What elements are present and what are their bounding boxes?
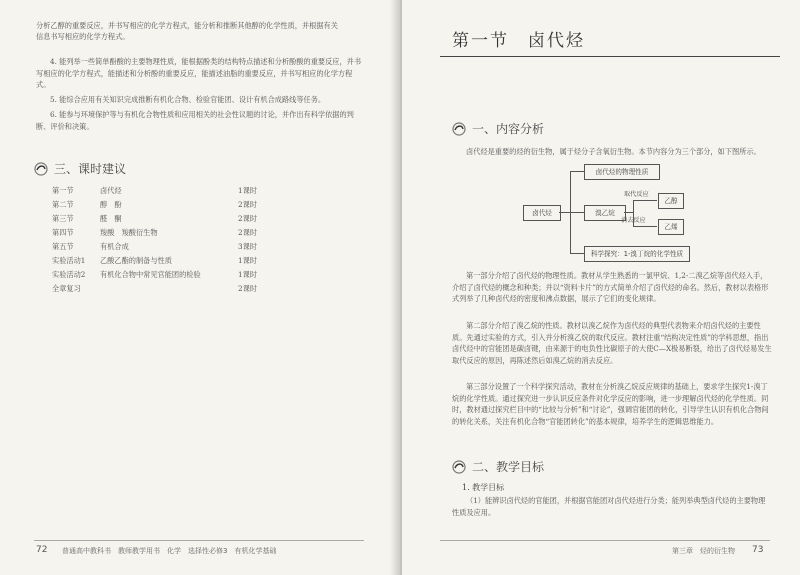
schedule-section: 全章复习: [52, 284, 81, 293]
diagram-bottom-box: 科学探究：1-溴丁烷的化学性质: [584, 246, 690, 262]
section-2-title: 二、教学目标: [472, 460, 545, 474]
footer-right: 第三章 烃的衍生物: [672, 547, 735, 555]
schedule-row: [52, 186, 262, 198]
page-number-left: 72: [36, 545, 48, 555]
point-4: 4. 能列举一些简单酚酸的主要物理性质，能根据酚类的结构特点描述和分析酚酸的重要反应，并书写相应的化学方程式，能描述和分析酚的重要反应，能描述油脂的重要反应，并书写相应的化学方程式。: [36, 57, 362, 89]
schedule-hours: 2课时: [238, 228, 257, 237]
schedule-hours: 2课时: [238, 200, 257, 209]
diagram-root-box: 卤代烃: [523, 205, 561, 221]
diagram-connector: [570, 253, 584, 254]
diagram-connector: [624, 212, 633, 213]
schedule-section: 第五节: [52, 242, 74, 251]
schedule-row: [52, 200, 262, 212]
point-6: 6. 能参与环境保护等与有机化合物性质和应用相关的社会性议题的讨论，并作出有科学依据的判断、评价和决策。: [36, 110, 354, 131]
section-1-title: 一、内容分析: [472, 122, 545, 136]
schedule-row: [52, 256, 262, 268]
schedule-topic: 羧酸 羧酸衍生物: [100, 228, 158, 237]
diagram-connector: [559, 212, 570, 213]
intro-line-1: 分析乙醇的重要反应，并书写相应的化学方程式，能分析和推断其他醇的化学性质，并根据有关: [36, 21, 338, 30]
goals-heading: 1. 教学目标: [462, 483, 505, 492]
diagram-label-a: 取代反应: [624, 191, 649, 198]
schedule-section: 第三节: [52, 214, 74, 223]
diagram-result-b: 乙烯: [658, 219, 684, 235]
schedule-topic: 乙酸乙酯的制备与性质: [100, 256, 172, 265]
section-1-heading: [452, 120, 544, 137]
schedule-section: 实验活动1: [52, 256, 86, 265]
schedule-topic: 有机化合物中常见官能团的检验: [100, 270, 201, 279]
diagram-label-b: 消去反应: [621, 217, 646, 224]
schedule-hours: 2课时: [238, 284, 257, 293]
section-1-intro: 卤代烃是重要的烃的衍生物，属于烃分子含氧衍生物。本节内容分为三个部分，如下图所示。: [466, 147, 761, 156]
page-number-right: 73: [752, 545, 764, 555]
paragraph-2: 第二部分介绍了溴乙烷的性质。教材以溴乙烷作为卤代烃的典型代表物来介绍卤代烃的主要性质。先通过实验的方式，引入并分析溴乙烷的取代反应。教材注重“结构决定性质”的学科思想，指出卤代烃中的官能团是碳卤键，由来源于的电负性比碳原子的大使C—X极易断裂，给出了卤代烃易发生取代反应的原因，再陈述然后如溴乙烷的消去反应。: [452, 321, 772, 365]
page-title: 第一节 卤代烃: [452, 31, 585, 51]
diagram-connector: [570, 212, 584, 213]
diagram-connector: [570, 171, 584, 172]
schedule-hours: 3课时: [238, 242, 257, 251]
schedule-row: [52, 284, 262, 296]
paragraph-3: 第三部分设置了一个科学探究活动，教材在分析溴乙烷反应规律的基础上，要求学生探究1-溴丁烷的化学性质。通过探究进一步认识反应条件对化学反应的影响，进一步理解卤代烃的化学性质。同时，教材通过探究栏目中的“比较与分析”和“讨论”，强调官能团的转化，引导学生认识有机化合物间的转化关系，关注有机化合物“官能团转化”的基本规律，培养学生的逻辑思维能力。: [452, 382, 769, 426]
schedule-topic: 卤代烃: [100, 186, 122, 195]
diagram-top-box: 卤代烃的物理性质: [584, 164, 660, 180]
schedule-topic: 醇 酚: [100, 200, 122, 209]
schedule-row: [52, 270, 262, 282]
schedule-section: 实验活动2: [52, 270, 86, 279]
section-3-heading: [34, 160, 126, 177]
schedule-hours: 1课时: [238, 256, 257, 265]
point-5: 5. 能综合应用有关知识完成推断有机化合物、检验官能团、设计有机合成路线等任务。: [50, 95, 326, 104]
diagram-arrow: [633, 200, 657, 201]
schedule-topic: 醛 酮: [100, 214, 122, 223]
schedule-hours: 1课时: [238, 186, 257, 195]
intro-line-2: 信息书写相应的化学方程式。: [36, 32, 130, 41]
schedule-row: [52, 242, 262, 254]
swirl-icon: [452, 122, 466, 136]
left-page: [0, 0, 398, 575]
schedule-topic: 有机合成: [100, 242, 129, 251]
footer-rule: [440, 540, 770, 541]
diagram-middle-box: 溴乙烷: [584, 205, 626, 221]
schedule-section: 第四节: [52, 228, 74, 237]
schedule-section: 第一节: [52, 186, 74, 195]
title-rule: [440, 56, 780, 57]
footer-rule: [34, 540, 364, 541]
diagram-result-a: 乙醇: [658, 193, 684, 209]
schedule-row: [52, 214, 262, 226]
section-2-heading: [452, 458, 544, 475]
diagram-arrow: [633, 226, 657, 227]
schedule-hours: 2课时: [238, 214, 257, 223]
paragraph-1: 第一部分介绍了卤代烃的物理性质。教材从学生熟悉的一氯甲烷、1,2-二溴乙烷等卤代烃入手，介绍了卤代烃的概念和种类；并以“资料卡片”的方式简单介绍了卤代烃的命名。然后，教材以表格形式列举了几种卤代烃的密度和沸点数据，展示了它们的变化规律。: [452, 271, 769, 303]
goal-1: （1）能辨识卤代烃的官能团，并根据官能团对卤代烃进行分类；能列举典型卤代烃的主要物理性质及应用。: [452, 496, 766, 517]
schedule-row: [52, 228, 262, 240]
swirl-icon: [452, 460, 466, 474]
schedule-hours: 1课时: [238, 270, 257, 279]
section-3-title: 三、课时建议: [54, 162, 127, 176]
schedule-section: 第二节: [52, 200, 74, 209]
footer-left: 普通高中教科书 教师教学用书 化学 选择性必修3 有机化学基础: [62, 547, 277, 555]
swirl-icon: [34, 162, 48, 176]
